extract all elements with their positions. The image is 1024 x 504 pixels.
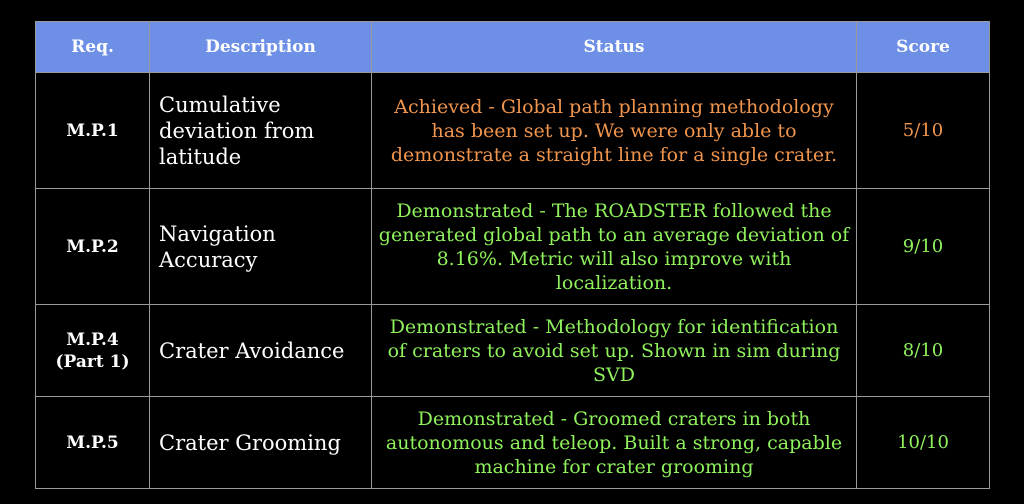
req-cell: [36, 305, 150, 397]
description-cell: Navigation Accuracy: [150, 189, 372, 305]
table-row: [36, 305, 990, 397]
score-cell: 5/10: [857, 73, 990, 189]
header-status: Status: [372, 22, 857, 73]
status-cell: Demonstrated - Groomed craters in both autonomous and teleop. Built a strong, capable machine for crater grooming: [372, 397, 857, 489]
table-row: [36, 189, 990, 305]
req-id: M.P.4: [66, 329, 119, 350]
req-cell: [36, 397, 150, 489]
header-score: Score: [857, 22, 990, 73]
header-req: Req.: [36, 22, 150, 73]
req-cell: [36, 189, 150, 305]
score-cell: 9/10: [857, 189, 990, 305]
score-cell: 8/10: [857, 305, 990, 397]
score-cell: 10/10: [857, 397, 990, 489]
header-row: [36, 22, 990, 73]
table-row: [36, 73, 990, 189]
header-description: Description: [150, 22, 372, 73]
req-id: M.P.5: [66, 432, 119, 453]
table-row: [36, 397, 990, 489]
req-id: M.P.2: [66, 236, 119, 257]
req-id: M.P.1: [66, 120, 119, 141]
req-cell: [36, 73, 150, 189]
status-cell: Demonstrated - The ROADSTER followed the generated global path to an average deviation of 8.16%. Metric will also improve with localization.: [372, 189, 857, 305]
description-cell: Crater Avoidance: [150, 305, 372, 397]
description-cell: Crater Grooming: [150, 397, 372, 489]
description-cell: Cumulative deviation from latitude: [150, 73, 372, 189]
requirements-table: [35, 21, 990, 489]
req-part: (Part 1): [55, 351, 130, 372]
status-cell: Achieved - Global path planning methodology has been set up. We were only able to demonstrate a straight line for a single crater.: [372, 73, 857, 189]
status-cell: Demonstrated - Methodology for identification of craters to avoid set up. Shown in sim during SVD: [372, 305, 857, 397]
